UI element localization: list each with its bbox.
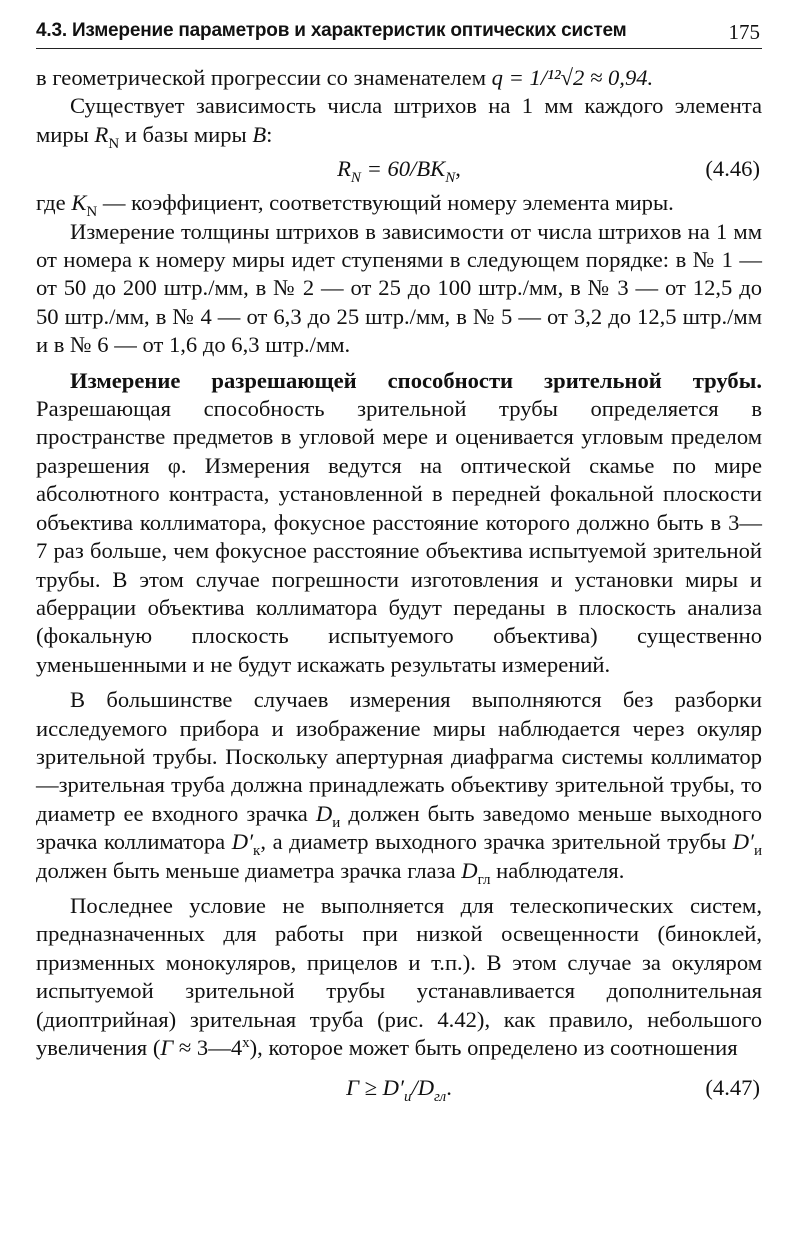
formula-4-47-number: (4.47) xyxy=(705,1075,760,1101)
paragraph-5: Измерение разрешающей способности зрительной трубы. Разрешающая способность зрительной трубы определяется в пространстве предметов в угловой мере и оценивается угловым пределом разрешения φ. Измерения ведутся на оптической скамье по мире абсолютного контраста, установленной в передней фокальной плоскости объектива коллиматора, фокусное расстояние которого должно быть в 3—7 раз больше, чем фокусное расстояние объектива испытуемой зрительной трубы. В этом случае погрешности изготовления и установки миры и аберрации объектива коллиматора будут переданы в плоскость анализа (фокальную плоскость испытуемого объектива) существенно уменьшенными и не будут искажать результаты измерений. xyxy=(36,367,762,677)
paragraph-2: Существует зависимость числа штрихов на 1 мм каждого элемента миры $R_N$ и базы миры B: xyxy=(36,93,762,152)
section-heading: Измерение разрешающей способности зрительной трубы. xyxy=(70,367,762,393)
page-number: 175 xyxy=(728,20,760,44)
formula-4-47-expr: $Г \ge D'_и/D_{гл}$. xyxy=(346,1075,452,1106)
body-text xyxy=(36,64,762,1108)
paragraph-7: Последнее условие не выполняется для телескопических систем, предназначенных для работы при низкой освещенности (биноклей, призменных монокуляров, прицелов и т.п.). В этом случае за окуляром испытуемой зрительной трубы устанавливается дополнительная (диоптрийная) зрительная труба (рис. 4.42), как правило, небольшого увеличения $(Г \approx 3—4^х)$, которое может быть определено из соотношения xyxy=(36,892,762,1060)
running-header xyxy=(36,18,762,49)
formula-4-46-expr: $R_N = 60/BK_N$, xyxy=(337,156,461,187)
paragraph-1: в геометрической прогрессии со знаменателем q = 1/¹²√2 ≈ 0,94. xyxy=(36,65,654,90)
formula-4-46 xyxy=(36,153,762,187)
paragraph-6: В большинстве случаев измерения выполняются без разборки исследуемого прибора и изображение миры наблюдается через окуляр зрительной трубы. Поскольку апертурная диафрагма системы коллиматор—зрительная труба должна принадлежать объективу зрительной трубы, то диаметр ее входного зрачка $D_и$ должен быть заведомо меньше выходного зрачка коллиматора $D'_к$, а диаметр выходного зрачка зрительной трубы $D'_и$ должен быть меньше диаметра зрачка глаза $D_{гл}$ наблюдателя. xyxy=(36,687,763,888)
formula-4-46-number: (4.46) xyxy=(705,156,760,182)
paragraph-4: Измерение толщины штрихов в зависимости от числа штрихов на 1 мм от номера к номеру миры идет ступенями в следующем порядке: в № 1 — от 50 до 200 штр./мм, в № 2 — от 25 до 100 штр./мм, в № 3 — от 12,5 до 50 штр./мм, в № 4 — от 6,3 до 25 штр./мм, в № 5 — от 3,2 до 12,5 штр./мм и в № 6 — от 1,6 до 6,3 штр./мм. xyxy=(36,218,762,358)
header-title: 4.3. Измерение параметров и характеристик оптических систем xyxy=(36,20,627,41)
formula-4-47 xyxy=(36,1072,762,1106)
paragraph-3: где $K_N$ — коэффициент, соответствующий номеру элемента миры. xyxy=(36,190,674,221)
formula-q: q = 1/¹²√2 ≈ 0,94. xyxy=(491,65,654,90)
